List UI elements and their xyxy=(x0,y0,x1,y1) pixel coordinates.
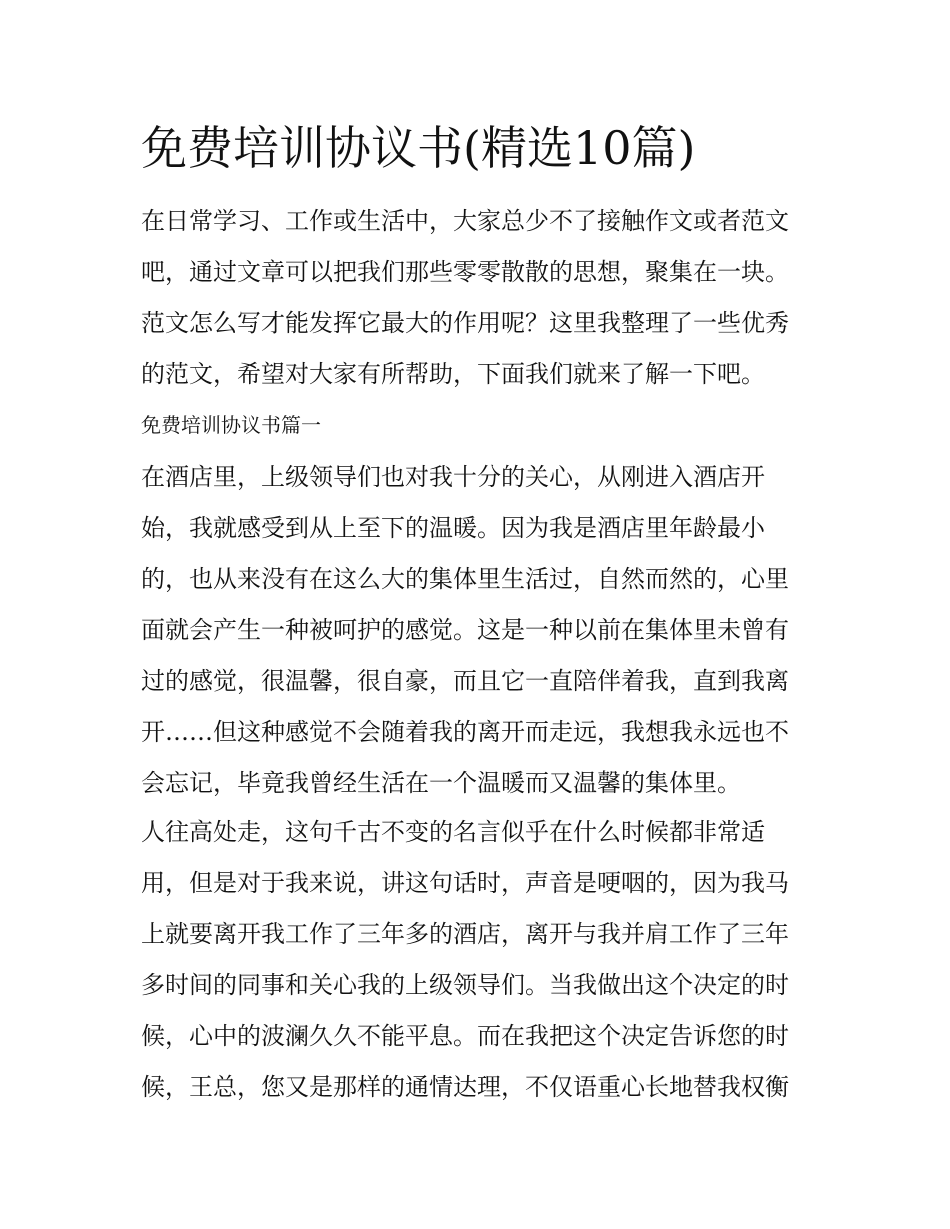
document-title: 免费培训协议书(精选10篇) xyxy=(141,121,696,175)
paragraph-line: 人往高处走，这句千古不变的名言似乎在什么时候都非常适 xyxy=(141,818,765,846)
section-heading: 免费培训协议书篇一 xyxy=(141,413,321,437)
paragraph-line: 过的感觉，很温馨，很自豪，而且它一直陪伴着我，直到我离 xyxy=(141,667,789,695)
intro-line: 在日常学习、工作或生活中，大家总少不了接触作文或者范文 xyxy=(141,207,789,235)
paragraph-line: 上就要离开我工作了三年多的酒店，离开与我并肩工作了三年 xyxy=(141,920,789,948)
paragraph-line: 的，也从来没有在这么大的集体里生活过，自然而然的，心里 xyxy=(141,565,789,593)
paragraph-line: 会忘记，毕竟我曾经生活在一个温暖而又温馨的集体里。 xyxy=(141,769,741,797)
intro-line: 范文怎么写才能发挥它最大的作用呢？这里我整理了一些优秀 xyxy=(141,309,789,337)
paragraph-line: 始，我就感受到从上至下的温暖。因为我是酒店里年龄最小 xyxy=(141,514,765,542)
paragraph-line: 候，王总，您又是那样的通情达理，不仅语重心长地替我权衡 xyxy=(141,1073,789,1101)
paragraph-line: 面就会产生一种被呵护的感觉。这是一种以前在集体里未曾有 xyxy=(141,616,789,644)
paragraph-line: 用，但是对于我来说，讲这句话时，声音是哽咽的，因为我马 xyxy=(141,869,789,897)
paragraph-line: 在酒店里，上级领导们也对我十分的关心，从刚进入酒店开 xyxy=(141,463,765,491)
intro-line: 吧，通过文章可以把我们那些零零散散的思想，聚集在一块。 xyxy=(141,258,789,286)
paragraph-line: 开……但这种感觉不会随着我的离开而走远，我想我永远也不 xyxy=(141,718,789,746)
paragraph-line: 候，心中的波澜久久不能平息。而在我把这个决定告诉您的时 xyxy=(141,1022,789,1050)
intro-line: 的范文，希望对大家有所帮助，下面我们就来了解一下吧。 xyxy=(141,360,765,388)
paragraph-line: 多时间的同事和关心我的上级领导们。当我做出这个决定的时 xyxy=(141,971,789,999)
